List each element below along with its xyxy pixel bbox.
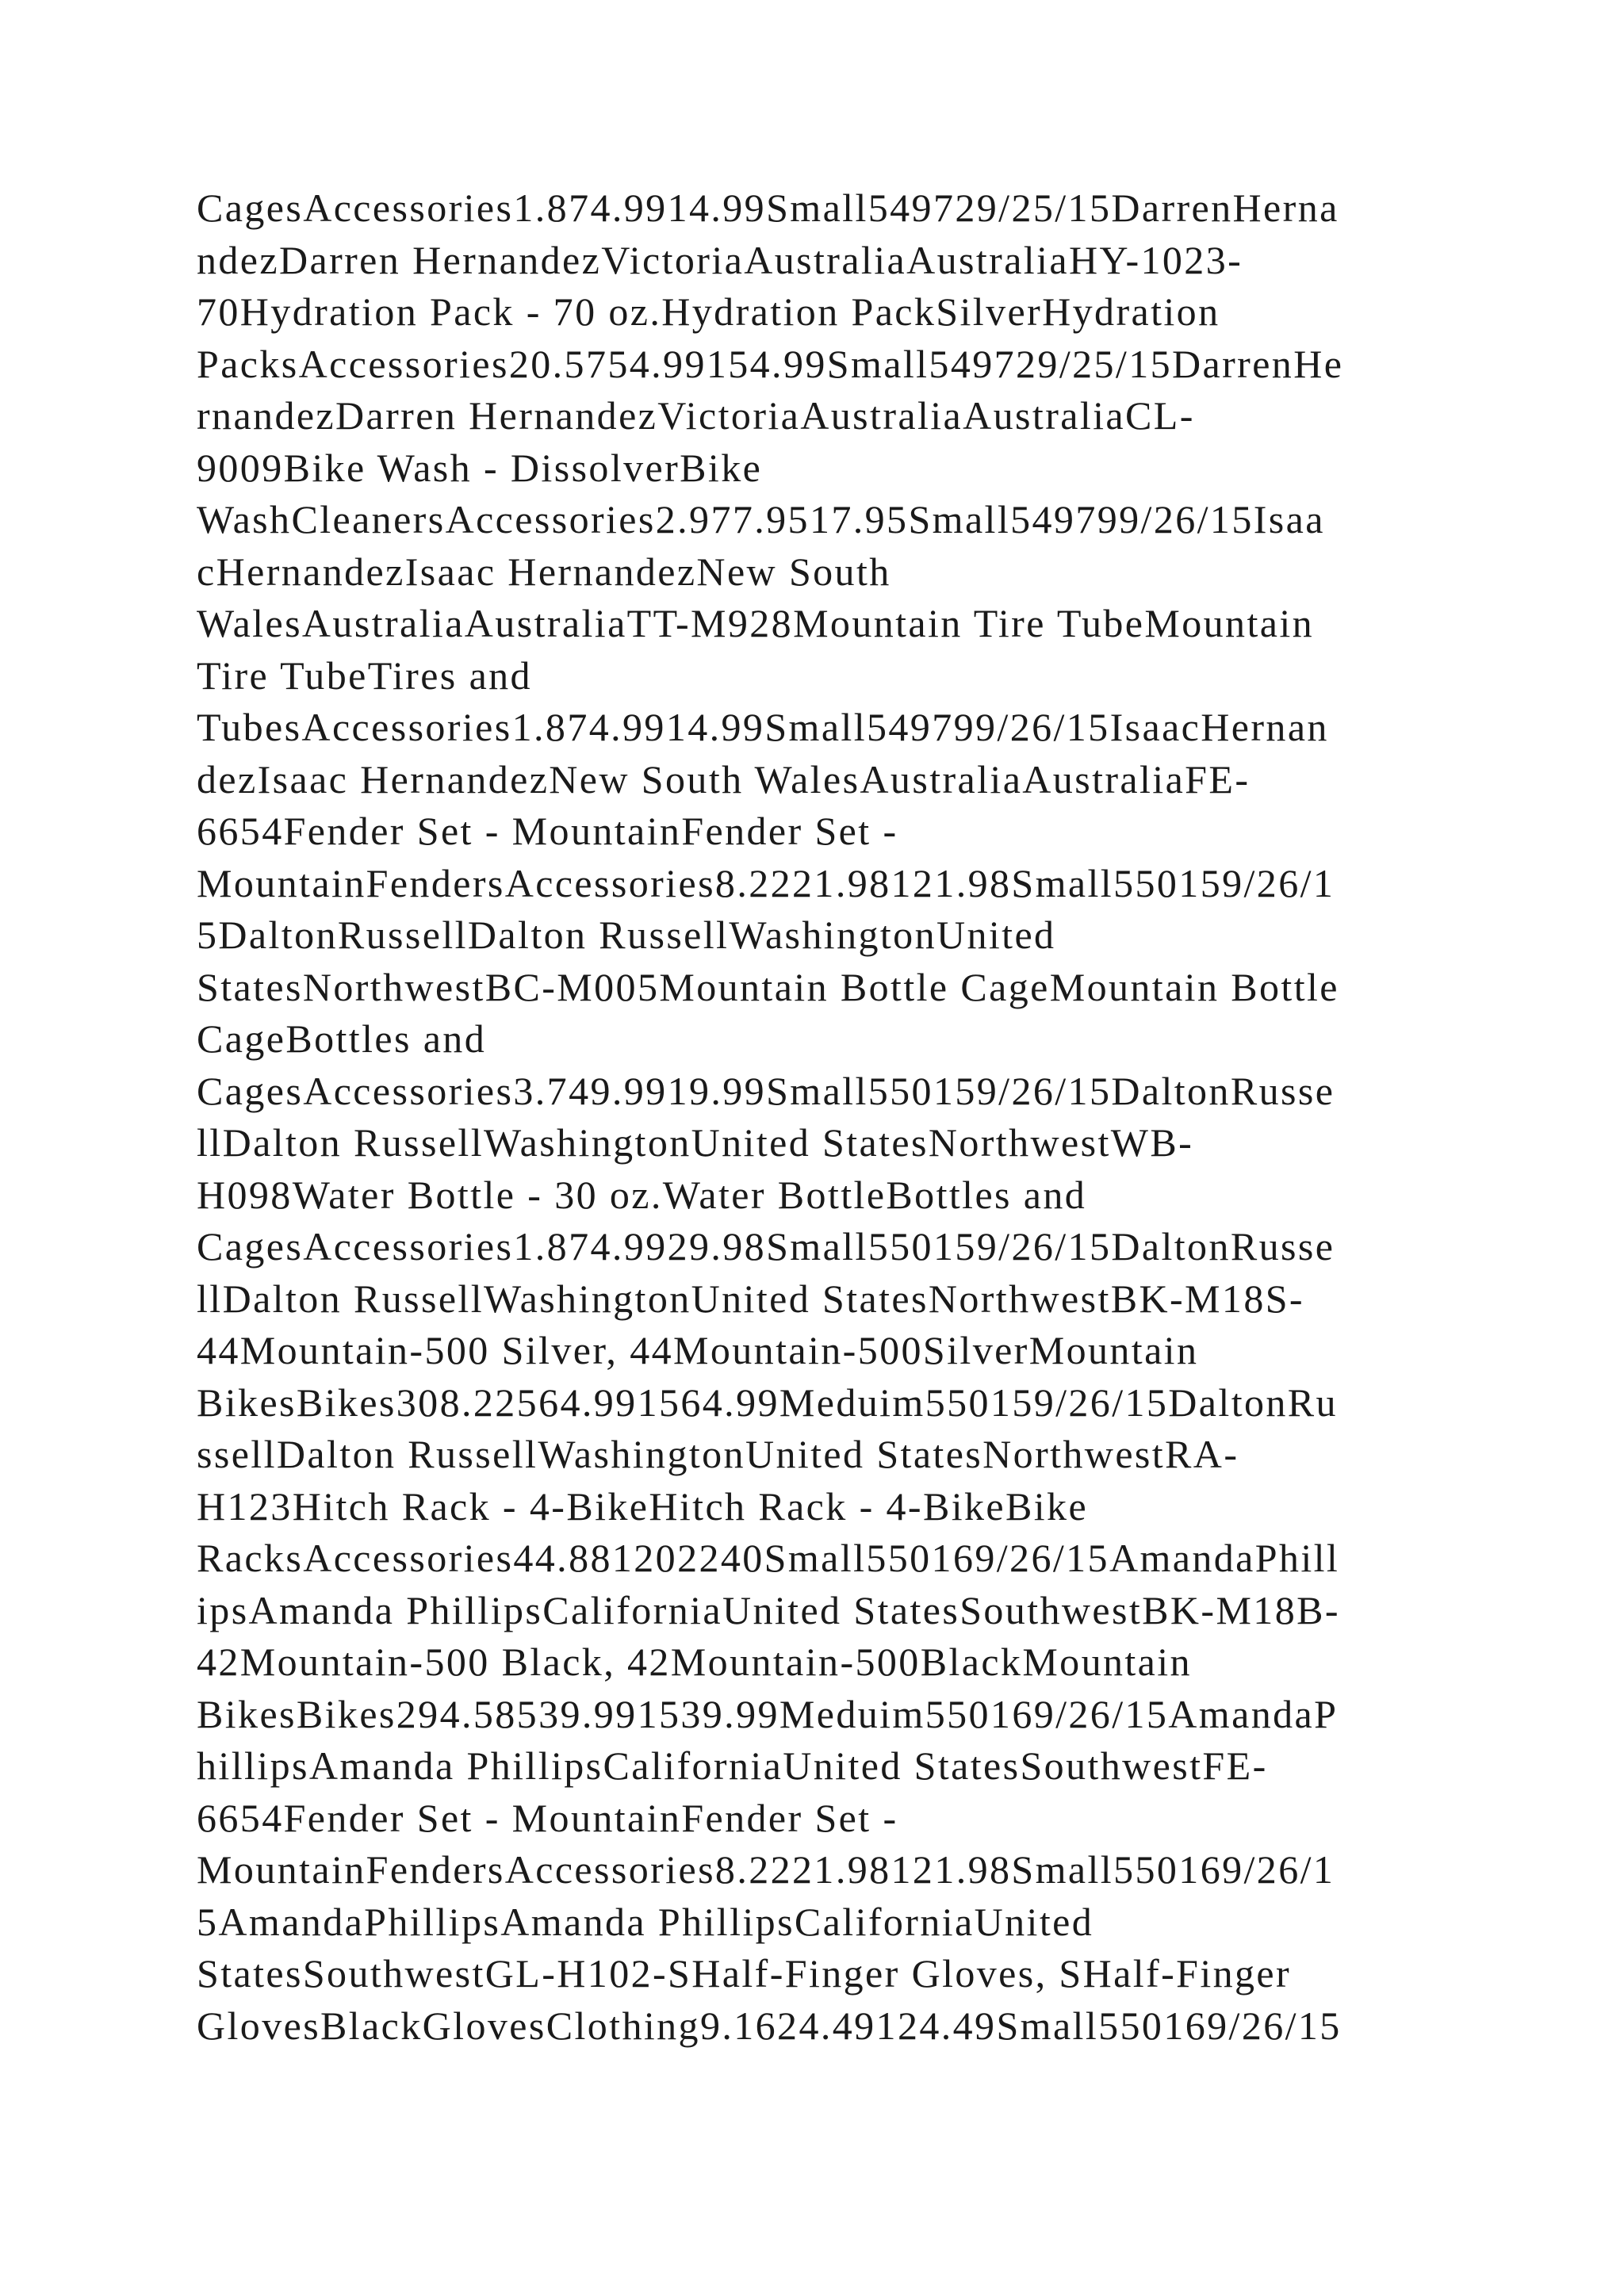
text-line: hillipsAmanda PhillipsCaliforniaUnited StatesSouthwestFE- [197,1743,1268,1788]
text-line: rnandezDarren HernandezVictoriaAustraliaAustraliaCL- [197,393,1195,438]
text-line: cHernandezIsaac HernandezNew South [197,549,891,594]
text-line: CagesAccessories1.874.9914.99Small549729/25/15DarrenHerna [197,186,1339,230]
text-line: llDalton RussellWashingtonUnited StatesNorthwestBK-M18S- [197,1276,1304,1321]
text-line: 5DaltonRussellDalton RussellWashingtonUnited [197,913,1056,957]
text-line: GlovesBlackGlovesClothing9.1624.49124.49Small550169/26/15 [197,2003,1342,2048]
text-line: ipsAmanda PhillipsCaliforniaUnited StatesSouthwestBK-M18B- [197,1587,1340,1632]
text-line: CageBottles and [197,1016,487,1061]
text-line: H123Hitch Rack - 4-BikeHitch Rack - 4-BikeBike [197,1483,1089,1529]
text-line: H098Water Bottle - 30 oz.Water BottleBottles and [197,1172,1087,1217]
text-line: BikesBikes308.22564.991564.99Meduim550159/26/15DaltonRu [197,1380,1338,1425]
text-line: 6654Fender Set - MountainFender Set - [197,809,898,853]
text-line: StatesNorthwestBC-M005Mountain Bottle CageMountain Bottle [197,964,1339,1009]
text-line: 42Mountain-500 Black, 42Mountain-500BlackMountain [197,1640,1192,1684]
body-text [197,182,1497,2052]
text-line: TubesAccessories1.874.9914.99Small549799/26/15IsaacHernan [197,705,1329,749]
text-line: CagesAccessories1.874.9929.98Small550159/26/15DaltonRusse [197,1224,1335,1269]
text-line: dezIsaac HernandezNew South WalesAustraliaAustraliaFE- [197,756,1251,802]
text-line: Tire TubeTires and [197,652,532,698]
text-line: RacksAccessories44.881202240Small550169/26/15AmandaPhill [197,1536,1340,1580]
text-line: MountainFendersAccessories8.2221.98121.98Small550169/26/1 [197,1847,1335,1892]
text-line: ssellDalton RussellWashingtonUnited StatesNorthwestRA- [197,1432,1239,1476]
text-line: llDalton RussellWashingtonUnited StatesNorthwestWB- [197,1120,1194,1165]
text-line: 6654Fender Set - MountainFender Set - [197,1795,898,1840]
text-line: 9009Bike Wash - DissolverBike [197,445,763,490]
text-line: 70Hydration Pack - 70 oz.Hydration PackSilverHydration [197,289,1220,334]
text-line: StatesSouthwestGL-H102-SHalf-Finger Gloves, SHalf-Finger [197,1951,1292,1996]
text-line: WalesAustraliaAustraliaTT-M928Mountain Tire TubeMountain [197,601,1315,645]
text-line: 5AmandaPhillipsAmanda PhillipsCaliforniaUnited [197,1899,1094,1944]
text-line: CagesAccessories3.749.9919.99Small550159/26/15DaltonRusse [197,1068,1335,1113]
text-line: MountainFendersAccessories8.2221.98121.98Small550159/26/1 [197,860,1335,905]
text-line: PacksAccessories20.5754.99154.99Small549729/25/15DarrenHe [197,341,1344,386]
text-line: BikesBikes294.58539.991539.99Meduim550169/26/15AmandaP [197,1691,1339,1736]
text-line: WashCleanersAccessories2.977.9517.95Small549799/26/15Isaa [197,497,1325,541]
text-line: 44Mountain-500 Silver, 44Mountain-500SilverMountain [197,1328,1199,1372]
text-line: ndezDarren HernandezVictoriaAustraliaAustraliaHY-1023- [197,237,1243,282]
